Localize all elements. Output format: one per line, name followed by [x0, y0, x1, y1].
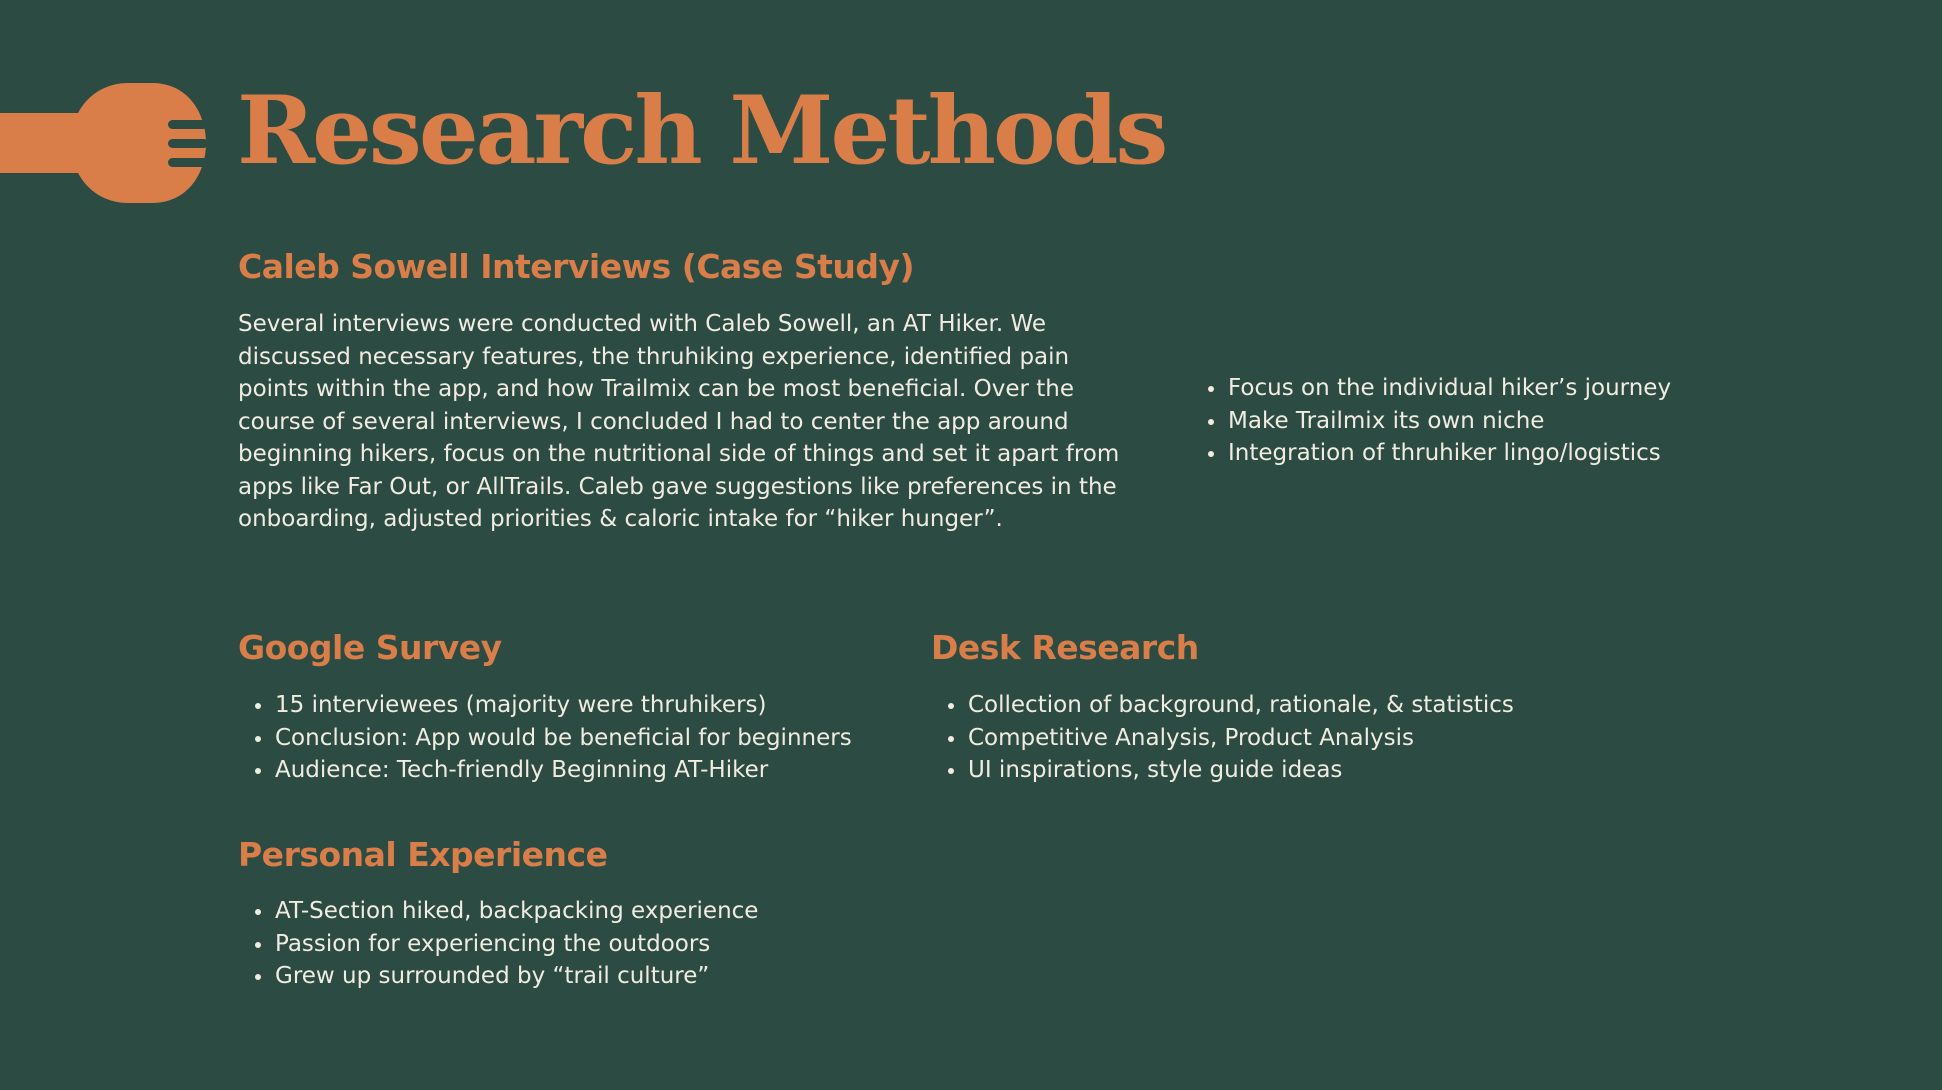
survey-heading: Google Survey: [238, 628, 502, 667]
list-item: Make Trailmix its own niche: [1204, 405, 1671, 438]
list-item: Focus on the individual hiker’s journey: [1204, 372, 1671, 405]
personal-experience-bullet-list: [251, 895, 758, 993]
personal-experience-heading: Personal Experience: [238, 835, 608, 874]
list-item: AT-Section hiked, backpacking experience: [251, 895, 758, 928]
interviews-bullet-list: [1204, 372, 1671, 470]
list-item: Audience: Tech-friendly Beginning AT-Hiker: [251, 754, 852, 787]
fork-icon: [0, 83, 206, 203]
page-title: Research Methods: [237, 76, 1166, 186]
list-item: Conclusion: App would be beneficial for beginners: [251, 722, 852, 755]
desk-research-bullet-list: [944, 689, 1514, 787]
list-item: Competitive Analysis, Product Analysis: [944, 722, 1514, 755]
desk-research-heading: Desk Research: [931, 628, 1199, 667]
interviews-heading: Caleb Sowell Interviews (Case Study): [238, 247, 915, 286]
list-item: Collection of background, rationale, & statistics: [944, 689, 1514, 722]
list-item: Passion for experiencing the outdoors: [251, 928, 758, 961]
list-item: UI inspirations, style guide ideas: [944, 754, 1514, 787]
list-item: 15 interviewees (majority were thruhikers): [251, 689, 852, 722]
survey-bullet-list: [251, 689, 852, 787]
list-item: Grew up surrounded by “trail culture”: [251, 960, 758, 993]
list-item: Integration of thruhiker lingo/logistics: [1204, 437, 1671, 470]
interviews-paragraph: Several interviews were conducted with Caleb Sowell, an AT Hiker. We discussed necessary features, the thruhiking experience, identified pain points within the app, and how Trailmix can be most beneficial. Over the course of several interviews, I concluded I had to center the app around beginning hikers, focus on the nutritional side of things and set it apart from apps like Far Out, or AllTrails. Caleb gave suggestions like preferences in the onboarding, adjusted priorities & caloric intake for “hiker hunger”.: [238, 311, 1120, 532]
